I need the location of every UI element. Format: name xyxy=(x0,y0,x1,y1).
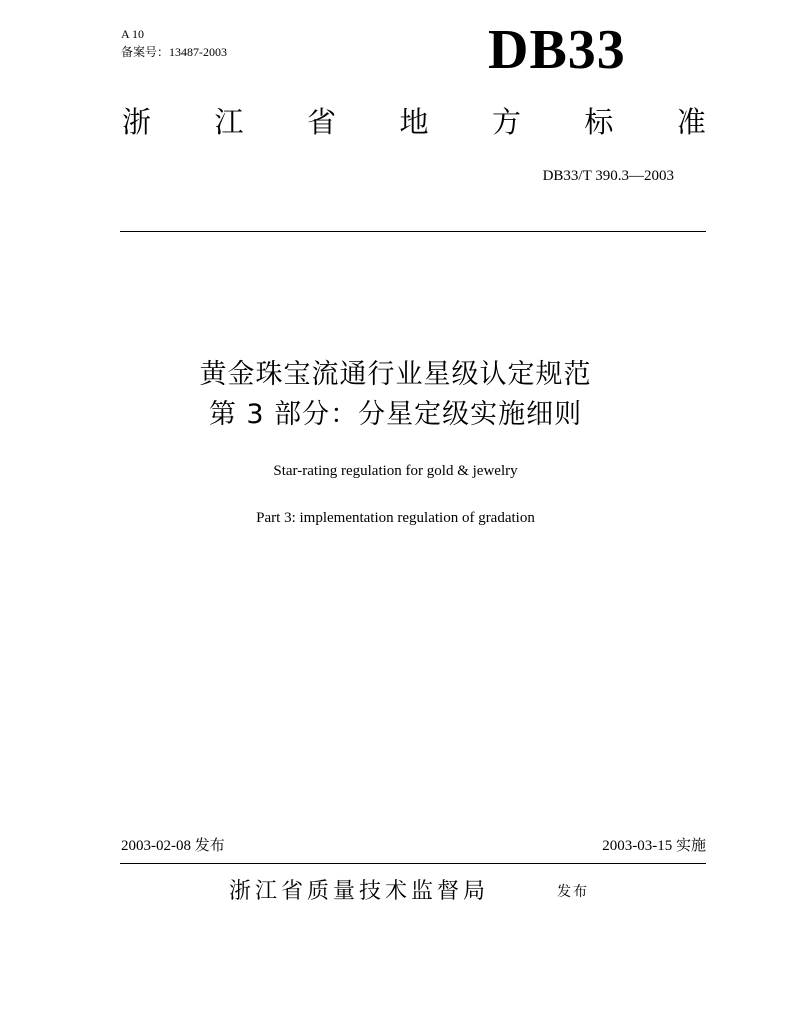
header-char: 准 xyxy=(676,105,706,139)
title-en-line2: Part 3: implementation regulation of gradation xyxy=(256,510,535,526)
header-char: 方 xyxy=(491,105,521,139)
title-cn-line2: 第 3 部分：分星定级实施细则 xyxy=(208,399,583,430)
standard-code: DB33/T 390.3—2003 xyxy=(542,168,674,184)
header-char: 省 xyxy=(306,105,336,139)
issuing-action: 发布 xyxy=(557,884,589,900)
title-cn-line1: 黄金珠宝流通行业星级认定规范 xyxy=(199,359,592,390)
issue-date: 2003-02-08 发布 xyxy=(121,838,225,854)
standard-type-header xyxy=(122,104,706,140)
effective-date: 2003-03-15 实施 xyxy=(602,838,706,854)
title-en-line1: Star-rating regulation for gold & jewelry xyxy=(273,463,518,479)
issuing-authority: 浙江省质量技术监督局 xyxy=(229,879,490,904)
header-char: 江 xyxy=(214,105,244,139)
classification-code: A 10 xyxy=(121,27,145,41)
standard-logo: DB33 xyxy=(488,19,626,81)
header-char: 浙 xyxy=(122,105,152,139)
header-char: 标 xyxy=(584,105,614,139)
top-divider xyxy=(120,231,706,232)
bottom-divider xyxy=(120,863,706,864)
record-number: 备案号：13487-2003 xyxy=(121,45,227,59)
header-char: 地 xyxy=(399,105,429,139)
